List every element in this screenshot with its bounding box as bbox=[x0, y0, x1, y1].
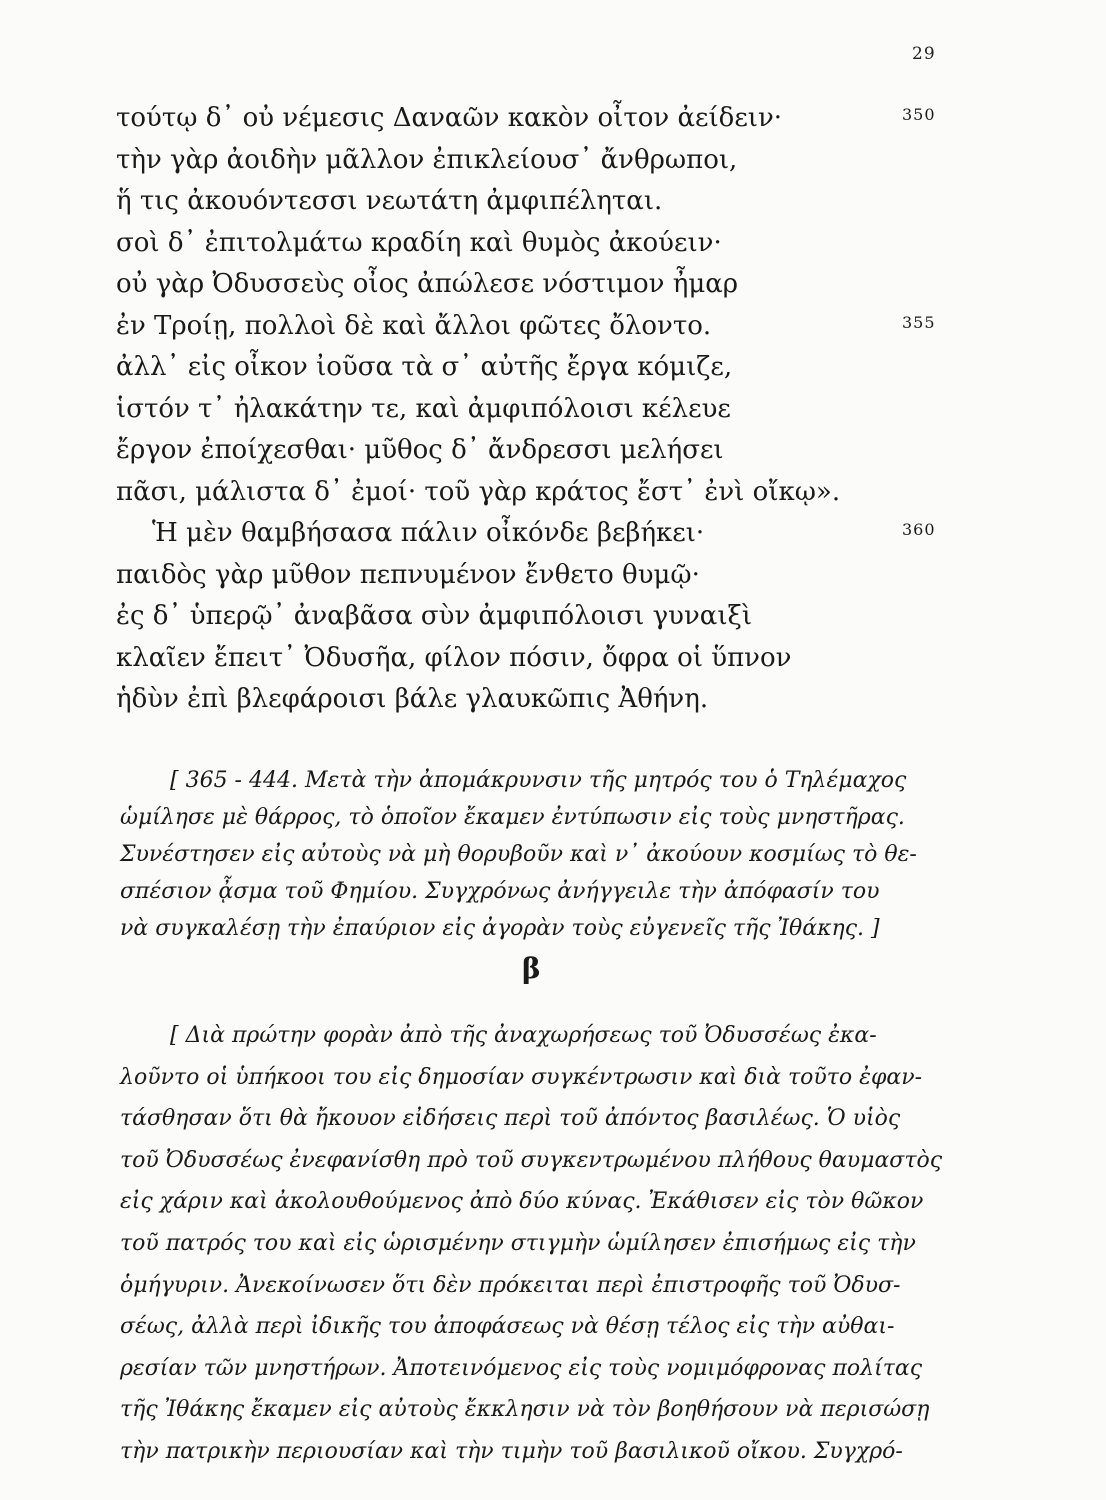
verse-text: Ἡ μὲν θαμβήσασα πάλιν οἶκόνδε βεβήκει· bbox=[152, 518, 705, 548]
verse-line bbox=[116, 264, 956, 306]
prose-line: εἰς χάριν καὶ ἀκολουθούμενος ἀπὸ δύο κύνας. Ἐκάθισεν εἰς τὸν θῶκον bbox=[120, 1189, 924, 1215]
prose-line: τάσθησαν ὅτι θὰ ἤκουον εἰδήσεις περὶ τοῦ ἀπόντος βασιλέως. Ὁ υἱὸς bbox=[120, 1106, 901, 1132]
prose-line: τῆς Ἰθάκης ἔκαμεν εἰς αὐτοὺς ἔκκλησιν νὰ τὸν βοηθήσουν νὰ περισώσῃ bbox=[120, 1397, 930, 1423]
verse-text: ἥ τις ἀκουόντεσσι νεωτάτη ἀμφιπέληται. bbox=[116, 186, 663, 216]
verse-line bbox=[116, 223, 956, 265]
summary-line: νὰ συγκαλέσῃ τὴν ἐπαύριον εἰς ἀγορὰν τοὺς εὐγενεῖς τῆς Ἰθάκης. ] bbox=[120, 916, 880, 941]
verse-text: ἱστόν τ᾽ ἠλακάτην τε, καὶ ἀμφιπόλοισι κέλευε bbox=[116, 393, 731, 424]
summary-line: σπέσιον ᾆσμα τοῦ Φημίου. Συγχρόνως ἀνήγγειλε τὴν ἀπόφασίν του bbox=[120, 879, 880, 904]
verse-line bbox=[116, 430, 956, 472]
prose-line: ὁμήγυριν. Ἀνεκοίνωσεν ὅτι δὲν πρόκειται περὶ ἐπιστροφῆς τοῦ Ὀδυσ- bbox=[120, 1272, 901, 1298]
verse-text: οὐ γὰρ Ὀδυσσεὺς οἶος ἀπώλεσε νόστιμον ἦμαρ bbox=[116, 269, 739, 299]
verse-text: τούτῳ δ᾽ οὐ νέμεσις Δαναῶν κακὸν οἶτον ἀείδειν· bbox=[116, 103, 783, 133]
summary-line: Συνέστησεν εἰς αὐτοὺς νὰ μὴ θορυβοῦν καὶ ν᾽ ἀκούουν κοσμίως τὸ θε- bbox=[120, 842, 917, 867]
verse-line bbox=[116, 140, 956, 182]
verse-text: τὴν γὰρ ἀοιδὴν μᾶλλον ἐπικλείουσ᾽ ἄνθρωποι, bbox=[116, 144, 738, 175]
summary-line: [ 365 - 444. Μετὰ τὴν ἀπομάκρυνσιν τῆς μητρός του ὁ Τηλέμαχος bbox=[170, 768, 907, 793]
verse-line bbox=[116, 555, 956, 597]
verse-line bbox=[116, 98, 956, 140]
verse-text: ἀλλ᾽ εἰς οἶκον ἰοῦσα τὰ σ᾽ αὐτῆς ἔργα κόμιζε, bbox=[116, 352, 733, 382]
verse-text: ἡδὺν ἐπὶ βλεφάροισι βάλε γλαυκῶπις Ἀθήνη. bbox=[116, 684, 709, 714]
summary-line: ὡμίλησε μὲ θάρρος, τὸ ὁποῖον ἔκαμεν ἐντύπωσιν εἰς τοὺς μνηστῆρας. bbox=[120, 805, 905, 830]
page-number: 29 bbox=[912, 44, 936, 64]
verse-text: ἔργον ἐποίχεσθαι· μῦθος δ᾽ ἄνδρεσσι μελήσει bbox=[116, 435, 724, 465]
prose-line: τὴν πατρικὴν περιουσίαν καὶ τὴν τιμὴν τοῦ βασιλικοῦ οἴκου. Συγχρό- bbox=[120, 1438, 903, 1464]
prose-line: τοῦ πατρός του καὶ εἰς ὡρισμένην στιγμὴν ὡμίλησεν ἐπισήμως εἰς τὴν bbox=[120, 1230, 916, 1256]
verse-text: ἐς δ᾽ ὑπερῷ᾽ ἀναβᾶσα σὺν ἀμφιπόλοισι γυναιξὶ bbox=[116, 601, 753, 631]
verse-line bbox=[116, 306, 956, 348]
prose-line: σέως, ἀλλὰ περὶ ἰδικῆς του ἀποφάσεως νὰ θέσῃ τέλος εἰς τὴν αὐθαι- bbox=[120, 1314, 895, 1340]
verse-text: παιδὸς γὰρ μῦθον πεπνυμένον ἔνθετο θυμῷ· bbox=[116, 559, 700, 590]
verse-line bbox=[116, 596, 956, 638]
verse-text: ἐν Τροίῃ, πολλοὶ δὲ καὶ ἄλλοι φῶτες ὄλοντο. bbox=[116, 310, 712, 341]
book-summary-paragraph bbox=[120, 1015, 960, 1473]
verse-line bbox=[116, 472, 956, 514]
verse-text: κλαῖεν ἔπειτ᾽ Ὀδυσῆα, φίλον πόσιν, ὄφρα οἱ ὕπνον bbox=[116, 642, 792, 673]
verse-text: πᾶσι, μάλιστα δ᾽ ἐμοί· τοῦ γὰρ κράτος ἔστ᾽ ἐνὶ οἴκῳ». bbox=[116, 476, 841, 507]
book-heading: β bbox=[522, 952, 541, 985]
verse-line bbox=[116, 638, 956, 680]
line-number: 355 bbox=[902, 312, 936, 332]
verse-line bbox=[116, 679, 956, 721]
prose-line: [ Διὰ πρώτην φορὰν ἀπὸ τῆς ἀναχωρήσεως τοῦ Ὀδυσσέως ἐκα- bbox=[170, 1023, 877, 1048]
summary-paragraph bbox=[120, 762, 960, 947]
verse-line bbox=[116, 389, 956, 431]
line-number: 350 bbox=[902, 105, 936, 124]
verse-line bbox=[116, 181, 956, 223]
prose-line: λοῦντο οἱ ὑπήκοοι του εἰς δημοσίαν συγκέντρωσιν καὶ διὰ τοῦτο ἐφαν- bbox=[120, 1064, 923, 1090]
prose-line: τοῦ Ὀδυσσέως ἐνεφανίσθη πρὸ τοῦ συγκεντρωμένου πλήθους θαυμαστὸς bbox=[120, 1147, 943, 1173]
prose-line: ρεσίαν τῶν μνηστήρων. Ἀποτεινόμενος εἰς τοὺς νομιμόφρονας πολίτας bbox=[120, 1355, 923, 1381]
verse-line bbox=[116, 347, 956, 389]
verse-text: σοὶ δ᾽ ἐπιτολμάτω κραδίη καὶ θυμὸς ἀκούειν· bbox=[116, 227, 722, 258]
verse-block bbox=[116, 98, 956, 721]
line-number: 360 bbox=[902, 520, 936, 539]
verse-line bbox=[116, 513, 956, 555]
